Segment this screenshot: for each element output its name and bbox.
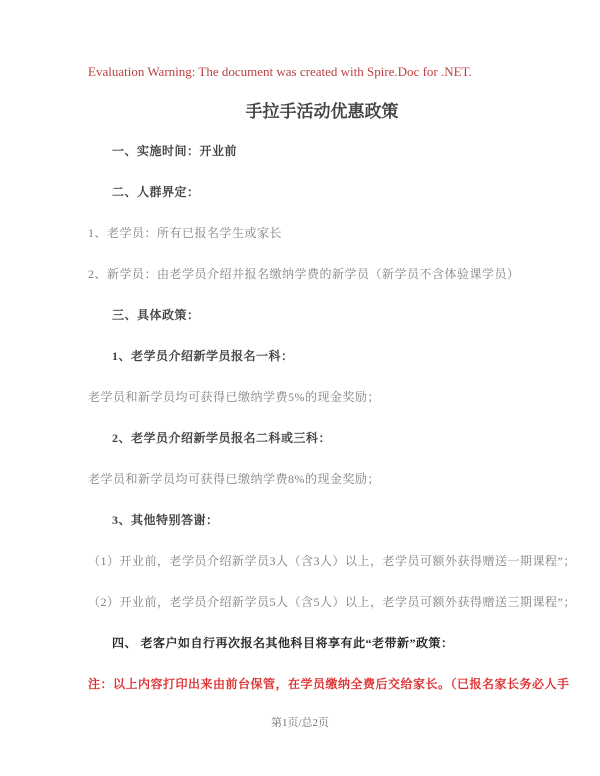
heading-special-thanks: 3、其他特别答谢： (112, 513, 219, 527)
heading-implementation-time: 一、实施时间：开业前 (112, 144, 238, 158)
body-reward-5-percent: 老学员和新学员均可获得已缴纳学费5%的现金奖励； (88, 390, 380, 404)
body-old-student-definition: 1、老学员：所有已报名学生或家长 (88, 226, 283, 240)
body-new-student-definition: 2、新学员：由老学员介绍并报名缴纳学费的新学员（新学员不含体验课学员） (88, 267, 520, 281)
body-bonus-three-referrals: （1）开业前，老学员介绍新学员3人（含3人）以上，老学员可额外获得赠送一期课程”； (88, 554, 576, 568)
heading-specific-policy: 三、具体政策： (112, 308, 200, 322)
body-reward-8-percent: 老学员和新学员均可获得已缴纳学费8%的现金奖励； (88, 472, 380, 486)
heading-policy-one-subject: 1、老学员介绍新学员报名一科： (112, 349, 294, 363)
heading-renewal-policy: 四、 老客户如自行再次报名其他科目将享有此“老带新”政策： (112, 636, 454, 650)
red-note-disclaimer: 注：以上内容打印出来由前台保管，在学员缴纳全费后交给家长。（已报名家长务必人手 (88, 677, 570, 691)
page-title: 手拉手活动优惠政策 (245, 102, 399, 121)
evaluation-warning-banner: Evaluation Warning: The document was created with Spire.Doc for .NET. (88, 64, 472, 79)
heading-policy-two-subjects: 2、老学员介绍新学员报名二科或三科： (112, 431, 332, 445)
heading-audience-definition: 二、人群界定： (112, 185, 200, 199)
page-number-footer: 第1页/总2页 (270, 717, 330, 729)
body-bonus-five-referrals: （2）开业前，老学员介绍新学员5人（含5人）以上，老学员可额外获得赠送三期课程”； (88, 595, 576, 609)
